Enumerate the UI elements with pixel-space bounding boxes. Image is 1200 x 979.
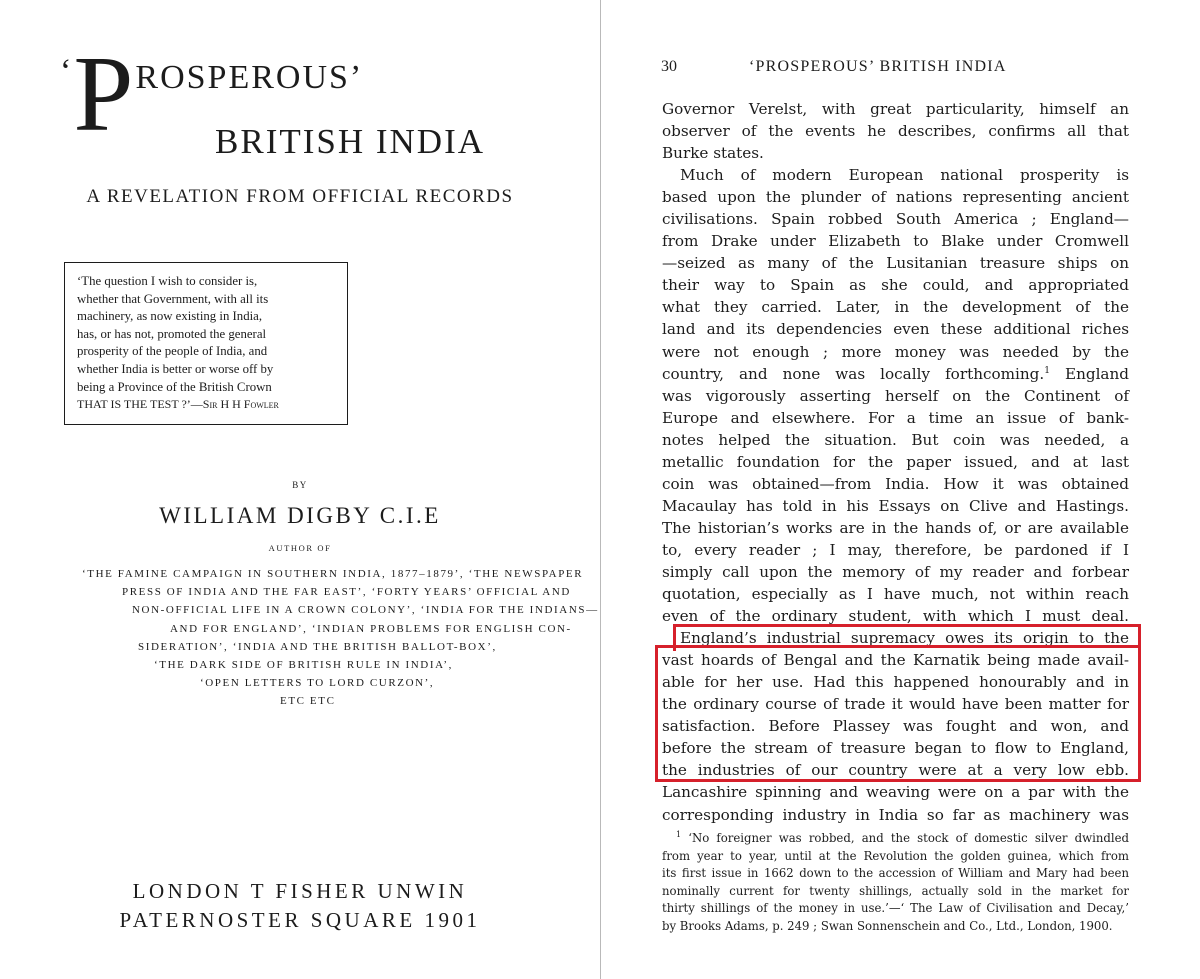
epigraph-line: whether India is better or worse off by (77, 361, 274, 376)
body-line-with-footnote (662, 363, 1129, 385)
footnote-line: nominally current for twenty shillings, actually sold in the market for (662, 883, 1129, 898)
body-line: was vigorously asserting herself on the Continent of (662, 386, 1129, 405)
body-line: Lancashire spinning and weaving were on a par with the (662, 783, 1129, 802)
highlighted-line: vast hoards of Bengal and the Karnatik being made avail- (662, 651, 1129, 670)
author-name: WILLIAM DIGBY C.I.E (159, 503, 441, 528)
body-line: Governor Verelst, with great particularity, himself an (662, 100, 1129, 118)
running-title: ‘PROSPEROUS’ BRITISH INDIA (749, 58, 1007, 75)
body-line: even of the ordinary student, with which I must deal. (662, 607, 1129, 626)
other-works-line: NON-OFFICIAL LIFE IN A CROWN COLONY’, ‘INDIA FOR THE INDIANS— (132, 604, 599, 617)
other-works-line: ‘OPEN LETTERS TO LORD CURZON’, (200, 677, 435, 690)
body-line: what they carried. Later, in the development of the (662, 298, 1129, 317)
body-line: Much of modern European national prosperity is (680, 166, 1129, 185)
epigraph-box (64, 262, 348, 425)
body-line: The historian’s works are in the hands of, or are available (662, 518, 1129, 537)
highlighted-line: satisfaction. Before Plassey was fought and won, and (662, 717, 1129, 736)
book-subtitle: A REVELATION FROM OFFICIAL RECORDS (86, 186, 514, 207)
highlighted-line: the ordinary course of trade it would have been matter for (662, 695, 1129, 714)
author-of-label: AUTHOR OF (268, 543, 332, 553)
body-line: based upon the plunder of nations representing ancient (662, 188, 1129, 207)
body-line: land and its dependencies even these additional riches (662, 320, 1129, 339)
body-line: coin was obtained—from India. How it was obtained (662, 474, 1129, 493)
footnote-line: thirty shillings of the money in use.’—‘ The Law of Civilisation and Decay,’ (662, 901, 1129, 915)
footnote-line: from year to year, until at the Revolution the golden guinea, which from (662, 848, 1129, 863)
footnote-line-text: ‘No foreigner was robbed, and the stock of domestic silver dwindled (688, 831, 1129, 845)
body-line: to, every reader ; I may, therefore, be pardoned if I (662, 540, 1129, 559)
body-line: their way to Spain as she could, and appropriated (662, 276, 1129, 295)
other-works-line: ‘THE FAMINE CAMPAIGN IN SOUTHERN INDIA, 1877–1879’, ‘THE NEWSPAPER (82, 568, 584, 580)
epigraph-line: whether that Government, with all its (77, 291, 269, 306)
body-line: Burke states. (662, 144, 764, 163)
page-number: 30 (661, 58, 677, 75)
body-line: were not enough ; more money was needed by the (662, 342, 1129, 361)
other-works-line: SIDERATION’, ‘INDIA AND THE BRITISH BALLOT-BOX’, (138, 640, 497, 653)
footnote-line: its first issue in 1662 down to the accession of William and Mary had been (662, 866, 1129, 880)
footnote-marker: 1 (1044, 365, 1050, 376)
body-line: civilisations. Spain robbed South America ; England— (662, 210, 1129, 229)
highlighted-line: England’s industrial supremacy owes its origin to the (680, 629, 1129, 648)
body-line: metallic foundation for the paper issued, and at last (662, 452, 1129, 471)
other-works-line: ‘THE DARK SIDE OF BRITISH RULE IN INDIA’, (154, 659, 454, 672)
footnote-number: 1 (676, 830, 682, 840)
body-line: Macaulay has told in his Essays on Clive and Hastings. (662, 496, 1129, 515)
other-works-line: AND FOR ENGLAND’, ‘INDIAN PROBLEMS FOR ENGLISH CON- (170, 622, 572, 635)
body-line: —seized as many of the Lusitanian treasure ships on (662, 254, 1129, 273)
body-text (662, 98, 1129, 826)
body-line-text: country, and none was locally forthcoming. (662, 364, 1045, 383)
body-line: from Drake under Elizabeth to Blake under Cromwell (662, 232, 1129, 251)
title-open-quote: ‘ (60, 53, 74, 90)
body-line: observer of the events he describes, confirms all that (662, 122, 1129, 141)
body-line: quotation, especially as I have much, not within reach (662, 585, 1129, 604)
body-line: Europe and elsewhere. For a time an issue of bank- (662, 408, 1129, 427)
footnote-line: by Brooks Adams, p. 249 ; Swan Sonnenschein and Co., Ltd., London, 1900. (662, 918, 1113, 933)
body-line: corresponding industry in India so far as machinery was (662, 805, 1129, 824)
body-line-tail: England (1064, 364, 1129, 383)
epigraph-line: being a Province of the British Crown (77, 379, 272, 394)
publisher-line-2: PATERNOSTER SQUARE 1901 (119, 908, 481, 932)
title-line-1-rest: ROSPEROUS’ (135, 59, 364, 96)
other-works-line: PRESS OF INDIA AND THE FAR EAST’, ‘FORTY YEARS’ OFFICIAL AND (122, 586, 571, 599)
epigraph-line: has, or has not, promoted the general (77, 326, 267, 341)
highlighted-line: the industries of our country were at a very low ebb. (662, 761, 1129, 780)
epigraph-line: prosperity of the people of India, and (77, 344, 268, 359)
epigraph-attribution: THAT IS THE TEST ?’—Sir H H Fowler (77, 397, 279, 412)
publisher-line-1: LONDON T FISHER UNWIN (132, 879, 468, 903)
highlighted-line: able for her use. Had this happened honourably and in (662, 673, 1129, 692)
body-line: notes helped the situation. But coin was needed, a (662, 430, 1129, 449)
body-line: simply call upon the memory of my reader and forbear (662, 562, 1129, 581)
footnote-line-first (662, 830, 1129, 848)
footnote (662, 830, 1129, 935)
by-label: BY (292, 480, 308, 490)
epigraph-line: machinery, as now existing in India, (77, 309, 263, 324)
title-dropcap: P (73, 35, 136, 154)
other-works-line: ETC ETC (280, 695, 336, 708)
book-title-line-2: BRITISH INDIA (215, 122, 486, 161)
highlighted-line: before the stream of treasure began to flow to England, (662, 739, 1129, 758)
text-page (601, 0, 1200, 979)
epigraph-line: ‘The question I wish to consider is, (77, 274, 258, 288)
other-works-list (82, 565, 599, 711)
